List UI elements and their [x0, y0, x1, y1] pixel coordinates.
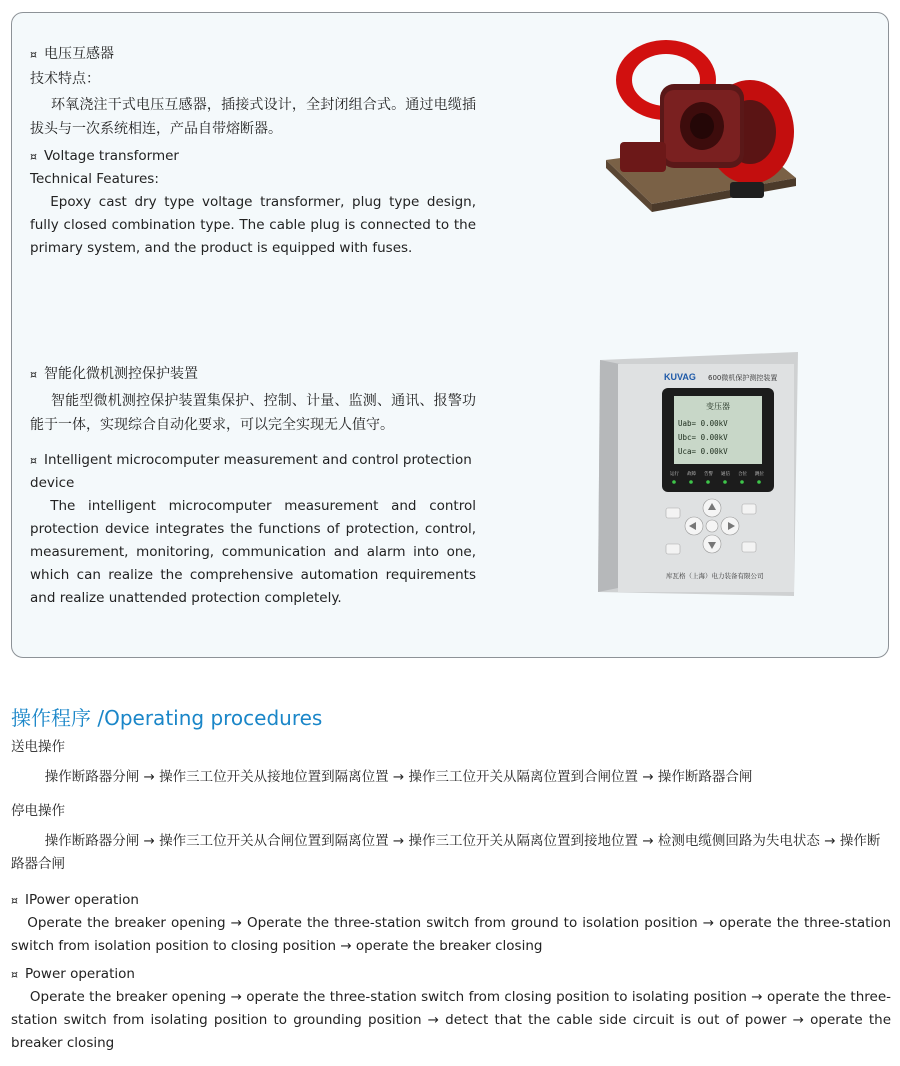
vt-section — [30, 42, 476, 260]
bullet-icon: ¤ — [30, 454, 37, 467]
relay-title-cn: ¤ 智能化微机测控保护装置 — [30, 362, 476, 387]
power-off-en-steps: Operate the breaker opening → operate the three-station switch from closing position to isolating position → operate the three-station switch from isolating position to grounding position → detect that the cable side circuit is out of power → operate the breaker closing — [11, 989, 891, 1051]
vt-desc-cn: 环氧浇注干式电压互感器，插接式设计，全封闭组合式。通过电缆插拔头与一次系统相连，产品自带熔断器。 — [30, 97, 476, 137]
relay-desc-cn: 智能型微机测控保护装置集保护、控制、计量、监测、通讯、报警功能于一体，实现综合自动化要求，可以完全实现无人值守。 — [30, 393, 476, 433]
manufacturer-label: 库瓦格（上海）电力装备有限公司 — [666, 572, 764, 580]
led-label: 通信 — [721, 472, 730, 477]
vt-title-cn: ¤ 电压互感器 — [30, 42, 476, 67]
relay-desc-en: The intelligent microcomputer measurement and control protection device integrates the functions of protection, control, measurement, monitoring, communication and alarm into one, which can realize the comprehensive automation requirements and realize unattended protection completely. — [30, 498, 476, 606]
power-off-cn-label: 停电操作 — [11, 803, 65, 819]
led-label: 合位 — [738, 472, 747, 477]
screen-title: 变压器 — [706, 402, 730, 411]
screen-row: Uab= 0.00kV — [678, 419, 728, 428]
led-label: 告警 — [704, 472, 713, 477]
bullet-icon: ¤ — [11, 894, 18, 907]
model-label: 600微机保护测控装置 — [708, 374, 778, 382]
power-on-en-label: ¤ IPower operation — [11, 889, 891, 912]
voltage-transformer-image — [600, 32, 800, 222]
vt-title-en: ¤ Voltage transformer — [30, 145, 476, 168]
vt-features-label-cn: 技术特点： — [30, 71, 100, 87]
screen-row: Ubc= 0.00kV — [678, 433, 728, 442]
bullet-icon: ¤ — [11, 968, 18, 981]
operating-procedures-title: 操作程序 /Operating procedures — [11, 706, 323, 730]
led-label: 运行 — [670, 472, 679, 477]
bullet-icon: ¤ — [30, 150, 37, 163]
protection-device-image — [596, 352, 802, 600]
power-on-en-steps: Operate the breaker opening → Operate the three-station switch from ground to isolation position → operate the three-station switch from isolation position to closing position → operate the breaker closing — [11, 915, 891, 954]
power-on-cn-steps: 操作断路器分闸 → 操作三工位开关从接地位置到隔离位置 → 操作三工位开关从隔离位置到合闸位置 → 操作断路器合闸 — [44, 769, 753, 785]
led-label: 跳位 — [755, 472, 764, 477]
power-off-en-label: ¤ Power operation — [11, 963, 891, 986]
led-label: 故障 — [687, 472, 696, 477]
vt-desc-en: Epoxy cast dry type voltage transformer, plug type design, fully closed combination type. The cable plug is connected to the primary system, and the product is equipped with fuses. — [30, 194, 476, 256]
bullet-icon: ¤ — [30, 48, 37, 61]
brand-label: KUVAG — [664, 372, 696, 382]
relay-section — [30, 362, 476, 610]
bullet-icon: ¤ — [30, 368, 37, 381]
vt-features-label-en: Technical Features: — [30, 171, 159, 187]
screen-row: Uca= 0.00kV — [678, 447, 728, 456]
power-on-cn-label: 送电操作 — [11, 739, 65, 755]
relay-title-en: ¤ Intelligent microcomputer measurement and control protection device — [30, 449, 476, 495]
power-off-cn-steps: 操作断路器分闸 → 操作三工位开关从合闸位置到隔离位置 → 操作三工位开关从隔离位置到接地位置 → 检测电缆侧回路为失电状态 → 操作断路器合闸 — [11, 833, 881, 872]
